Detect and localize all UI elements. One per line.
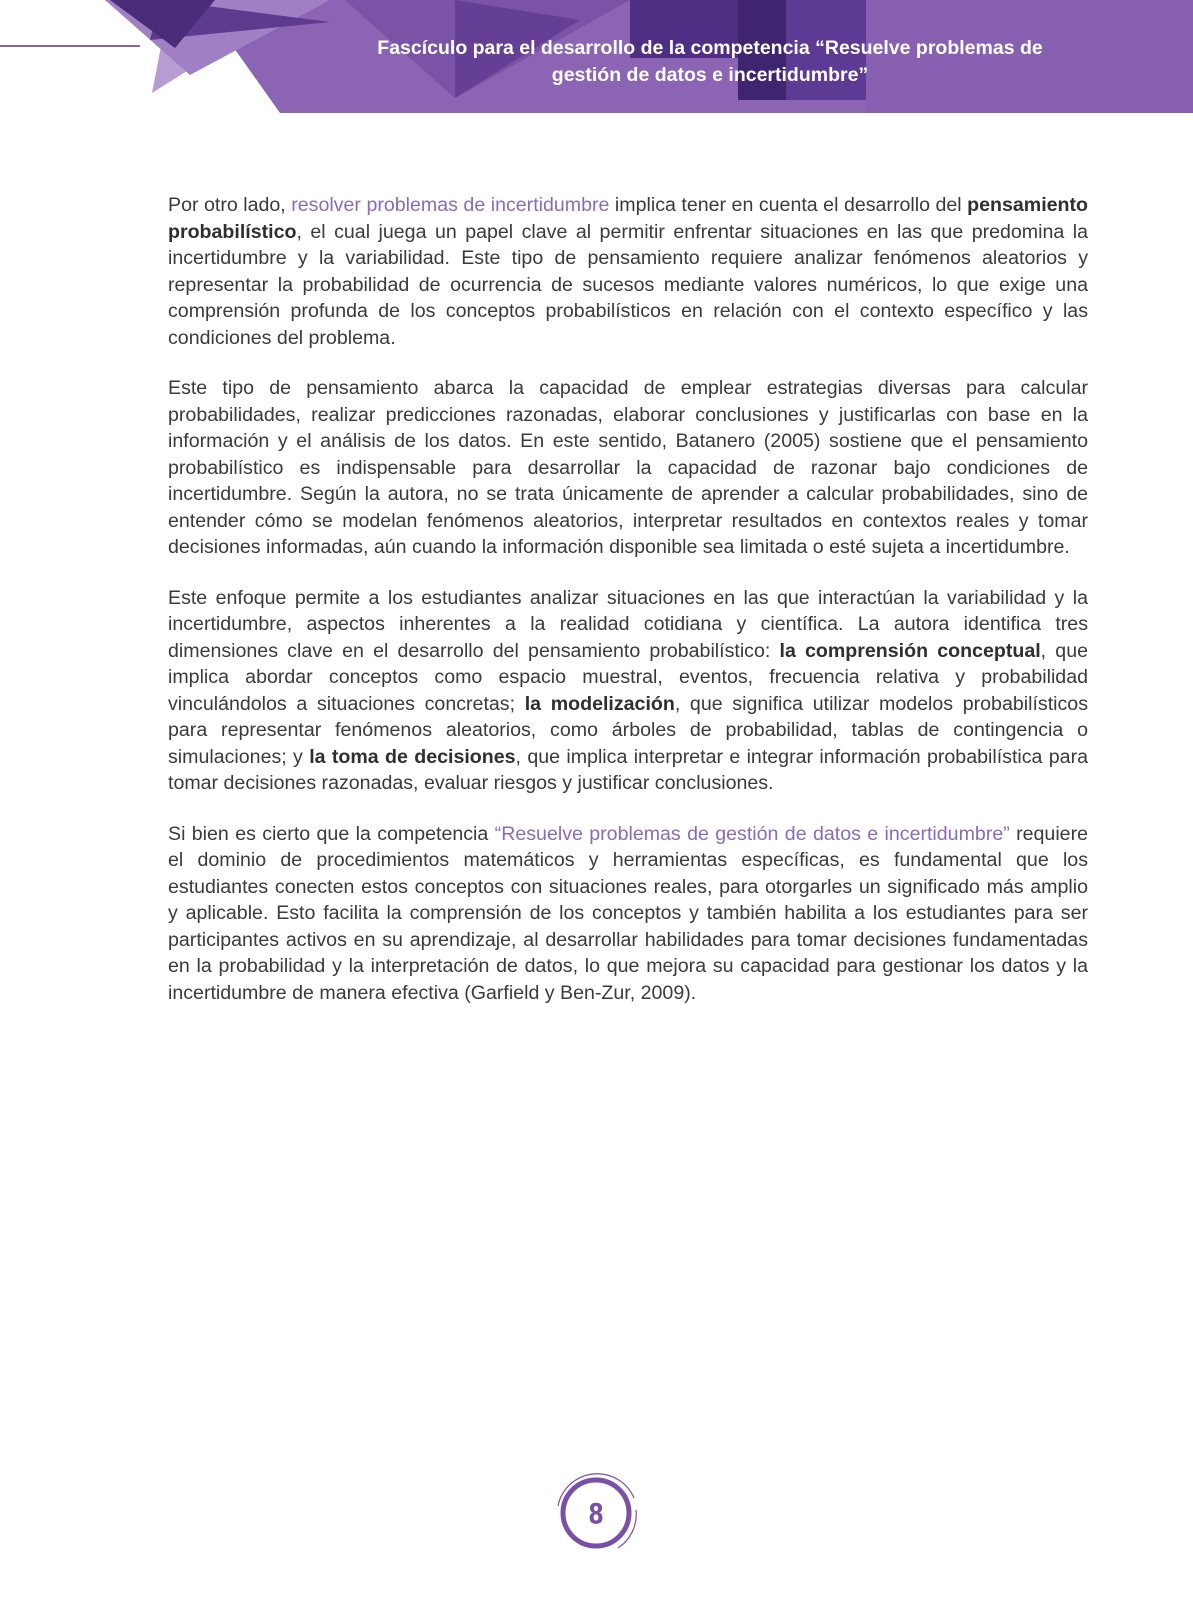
text-segment: , que implica interpretar e integrar información probabilística para tomar decisiones razonadas, evaluar riesgos y justificar conclusiones. [168, 745, 1089, 794]
text-segment: requiere el dominio de procedimientos matemáticos y herramientas específicas, es fundamental que los estudiantes conecten estos conceptos con situaciones reales, para otorgarles un significado más amplio y aplicable. Esto facilita la comprensión de los conceptos y también habilita a los estudiantes para ser participantes activos en su aprendizaje, al desarrollar habilidades para tomar decisiones fundamentadas en la probabilidad y la interpretación de datos, lo que mejora su capacidad para gestionar los datos y la incertidumbre de manera efectiva (Garfield y Ben-Zur, 2009). [168, 822, 1089, 1004]
paragraph [168, 585, 1088, 797]
text-segment: implica tener en cuenta el desarrollo del [609, 194, 968, 216]
text-segment: , que implica abordar conceptos como espacio muestral, eventos, frecuencia relativa y probabilidad vinculándolos a situaciones concretas; [168, 639, 1088, 715]
body-text [168, 192, 1088, 1030]
highlight-phrase: resolver problemas de incertidumbre [291, 194, 610, 216]
header-title-line1: Fascículo para el desarrollo de la competencia “Resuelve problemas de [377, 37, 1043, 59]
text-segment: , el cual juega un papel clave al permitir enfrentar situaciones en las que predomina la incertidumbre y la variabilidad. Este tipo de pensamiento requiere analizar fenómenos aleatorios y representar la probabilidad de ocurrencia de sucesos mediante valores numéricos, lo que exige una comprensión profunda de los conceptos probabilísticos en relación con el contexto específico y las condiciones del problema. [168, 220, 1088, 349]
page-number-badge [548, 1468, 644, 1558]
bold-term: pensamiento probabilístico [168, 194, 1088, 243]
text-segment: Por otro lado, [168, 194, 292, 216]
header-title [330, 35, 1090, 89]
bold-term: la toma de decisiones [309, 745, 516, 768]
competency-title: “Resuelve problemas de gestión de datos e incertidumbre” [494, 822, 1010, 845]
text-segment: Si bien es cierto que la competencia [168, 822, 495, 845]
paragraph [168, 192, 1088, 351]
page-header [0, 0, 1193, 115]
text-segment: Este enfoque permite a los estudiantes analizar situaciones en las que interactúan la variabilidad y la incertidumbre, aspectos inherentes a la realidad cotidiana y científica. La autora identifica tres dimensiones clave en el desarrollo del pensamiento probabilístico: [168, 586, 1088, 662]
header-title-line2: gestión de datos e incertidumbre” [551, 64, 869, 86]
paragraph [168, 375, 1088, 561]
text-segment: Este tipo de pensamiento abarca la capacidad de emplear estrategias diversas para calcular probabilidades, realizar predicciones razonadas, elaborar conclusiones y justificarlas con base en la información y el análisis de los datos. En este sentido, Batanero (2005) sostiene que el pensamiento probabilístico es indispensable para desarrollar la capacidad de razonar bajo condiciones de incertidumbre. Según la autora, no se trata únicamente de aprender a calcular probabilidades, sino de entender cómo se modelan fenómenos aleatorios, interpretar resultados en contextos reales y tomar decisiones informadas, aún cuando la información disponible sea limitada o esté sujeta a incertidumbre. [168, 377, 1088, 558]
paragraph [168, 821, 1088, 1007]
text-segment: , que significa utilizar modelos probabilísticos para representar fenómenos aleatorios, como árboles de probabilidad, tablas de contingencia o simulaciones; y [168, 692, 1088, 768]
bold-term: la comprensión conceptual [779, 639, 1041, 662]
page-number: 8 [588, 1496, 604, 1530]
bold-term: la modelización [524, 692, 675, 715]
